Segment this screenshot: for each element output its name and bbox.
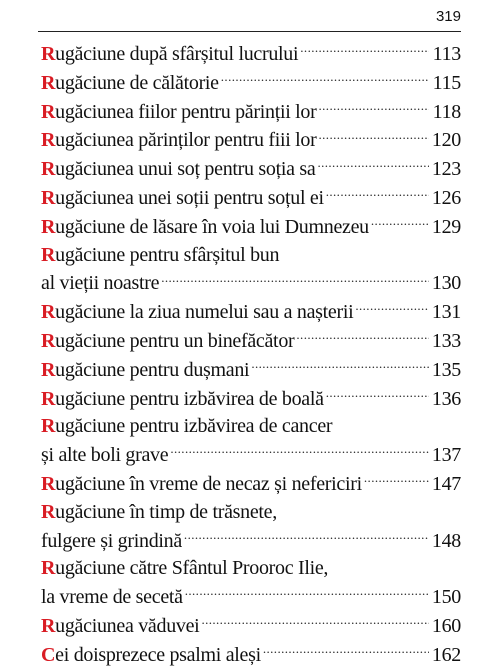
dot-leader [161,269,429,289]
toc-entry-title [41,471,362,499]
toc-entry-line [41,527,461,556]
dot-leader [317,155,429,175]
toc-entry-line [41,327,461,356]
toc-entry-text: ugăciune la ziua numelui sau a nașterii [55,301,354,324]
toc-page-number: 135 [431,358,461,381]
toc-page-number: 123 [431,158,461,181]
toc-entry-line [41,441,461,470]
red-initial-letter: R [41,387,56,410]
dot-leader [184,527,429,547]
toc-entry[interactable] [41,327,461,356]
toc-entry-text: fulgere și grindină [41,529,182,552]
red-initial-letter: C [41,643,56,666]
toc-entry[interactable] [41,98,461,127]
toc-entry-line [41,69,461,98]
toc-entry[interactable] [41,499,461,556]
toc-entry-title [41,613,199,641]
red-initial-letter: R [41,472,56,495]
dot-leader [221,69,429,89]
toc-page-number: 150 [431,586,461,609]
toc-entry-line [41,40,461,69]
toc-entry-line [41,184,461,213]
toc-page-number: 118 [432,100,461,123]
toc-entry-text: ugăciune de călătorie [55,71,219,94]
toc-entry-line [41,385,461,414]
toc-entry-line [41,470,461,499]
toc-entry-text: ugăciune către Sfântul Prooroc Ilie, [55,557,329,580]
toc-page-number: 126 [431,186,461,209]
toc-entry-title [41,555,328,583]
dot-leader [319,98,430,118]
toc-entry-text: ugăciune pentru izbăvirea de cancer [55,415,333,438]
toc-page-number: 162 [431,643,461,666]
toc-entry[interactable] [41,298,461,327]
red-initial-letter: R [41,557,56,580]
toc-entry[interactable] [41,612,461,641]
page-number: 319 [435,8,461,25]
red-initial-letter: R [41,614,56,637]
toc-entry-line [41,583,461,612]
toc-entry-text: ugăciunea părinților pentru fiii lor [55,129,317,152]
toc-entry[interactable] [41,126,461,155]
toc-entry[interactable] [41,155,461,184]
dot-leader [364,470,429,490]
dot-leader [170,441,429,461]
red-initial-letter: R [41,186,56,209]
toc-page-number: 120 [431,129,461,152]
dot-leader [319,126,430,146]
toc-page-number: 130 [431,272,461,295]
red-initial-letter: R [41,71,56,94]
toc-page-number: 136 [431,387,461,410]
toc-entry-title [41,528,182,556]
dot-leader [326,385,429,405]
toc-entry-text: ugăciune după sfârșitul lucrului [55,43,299,65]
toc-entry[interactable] [41,356,461,385]
toc-entry-title [41,499,277,527]
toc-page-number: 133 [431,329,461,352]
toc-entry-title [41,386,324,414]
toc-entry-title [41,99,317,127]
dot-leader [185,583,429,603]
toc-entry-title [41,642,261,670]
toc-page-number: 147 [431,472,461,495]
toc-page-number: 148 [431,529,461,552]
header-rule [38,31,461,32]
red-initial-letter: R [41,415,56,438]
toc-entry-title [41,127,317,155]
dot-leader [326,184,429,204]
table-of-contents [41,40,461,670]
toc-entry[interactable] [41,242,461,299]
toc-entry-text: ugăciunea fiilor pentru părinții lor [55,100,317,123]
toc-entry-text: ugăciune în timp de trăsnete, [55,500,277,523]
red-initial-letter: R [41,358,56,381]
dot-leader [251,356,429,376]
toc-entry-text: ugăciunea unui soț pentru soția sa [55,158,316,181]
toc-page-number: 160 [431,614,461,637]
red-initial-letter: R [41,301,56,324]
toc-entry-line [41,213,461,242]
toc-entry-text: ugăciune pentru izbăvirea de boală [55,387,324,410]
toc-page-number: 137 [431,444,461,467]
toc-entry-title [41,299,353,327]
red-initial-letter: R [41,100,56,123]
dot-leader [355,298,429,318]
toc-entry-title [41,156,315,184]
toc-entry[interactable] [41,69,461,98]
toc-entry-text: ugăciune pentru un binefăcător [55,329,295,352]
toc-entry-line [41,641,461,670]
toc-entry-line [41,356,461,385]
red-initial-letter: R [41,129,56,152]
toc-entry-text: ugăciune pentru dușmani [55,358,250,381]
toc-entry[interactable] [41,413,461,470]
toc-entry-text: ugăciune de lăsare în voia lui Dumnezeu [55,215,369,238]
toc-entry-line [41,126,461,155]
toc-entry[interactable] [41,555,461,612]
toc-entry-title [41,357,249,385]
toc-entry-title [41,270,159,298]
toc-entry[interactable] [41,213,461,242]
toc-entry-line [41,413,461,441]
toc-entry-title [41,328,294,356]
toc-entry-title [41,70,219,98]
toc-entry-title [41,584,183,612]
dot-leader [296,327,429,347]
toc-entry[interactable] [41,184,461,213]
toc-entry-title [41,413,332,441]
toc-entry-line [41,242,461,270]
toc-entry-title [41,41,298,69]
toc-entry-title [41,442,168,470]
toc-page-number: 113 [432,43,461,65]
toc-entry-text: ugăciune în vreme de necaz și nefericiri [55,472,362,495]
dot-leader [300,40,429,60]
toc-entry[interactable] [41,641,461,670]
toc-entry[interactable] [41,385,461,414]
toc-entry-text: al vieții noastre [41,272,160,295]
toc-entry-text: ugăciunea unei soții pentru soțul ei [55,186,324,209]
toc-entry-title [41,242,279,270]
red-initial-letter: R [41,243,56,266]
toc-entry-text: ugăciune pentru sfârșitul bun [55,243,280,266]
red-initial-letter: R [41,500,56,523]
toc-entry-line [41,612,461,641]
red-initial-letter: R [41,158,56,181]
toc-page-number: 131 [431,301,461,324]
toc-entry-line [41,98,461,127]
red-initial-letter: R [41,215,56,238]
toc-entry-text: ugăciunea văduvei [55,614,200,637]
toc-entry-title [41,185,324,213]
toc-entry-line [41,499,461,527]
toc-entry-line [41,298,461,327]
red-initial-letter: R [41,329,56,352]
toc-entry-title [41,214,369,242]
toc-page-number: 115 [432,71,461,94]
toc-entry-text: și alte boli grave [41,444,169,467]
toc-entry[interactable] [41,40,461,69]
dot-leader [371,213,429,233]
toc-entry-text: ei doisprezece psalmi aleși [55,643,261,666]
toc-entry[interactable] [41,470,461,499]
toc-entry-line [41,555,461,583]
toc-entry-line [41,269,461,298]
toc-entry-text: la vreme de secetă [41,586,183,609]
red-initial-letter: R [41,43,56,65]
toc-entry-line [41,155,461,184]
toc-page-number: 129 [431,215,461,238]
dot-leader [201,612,429,632]
dot-leader [263,641,429,661]
